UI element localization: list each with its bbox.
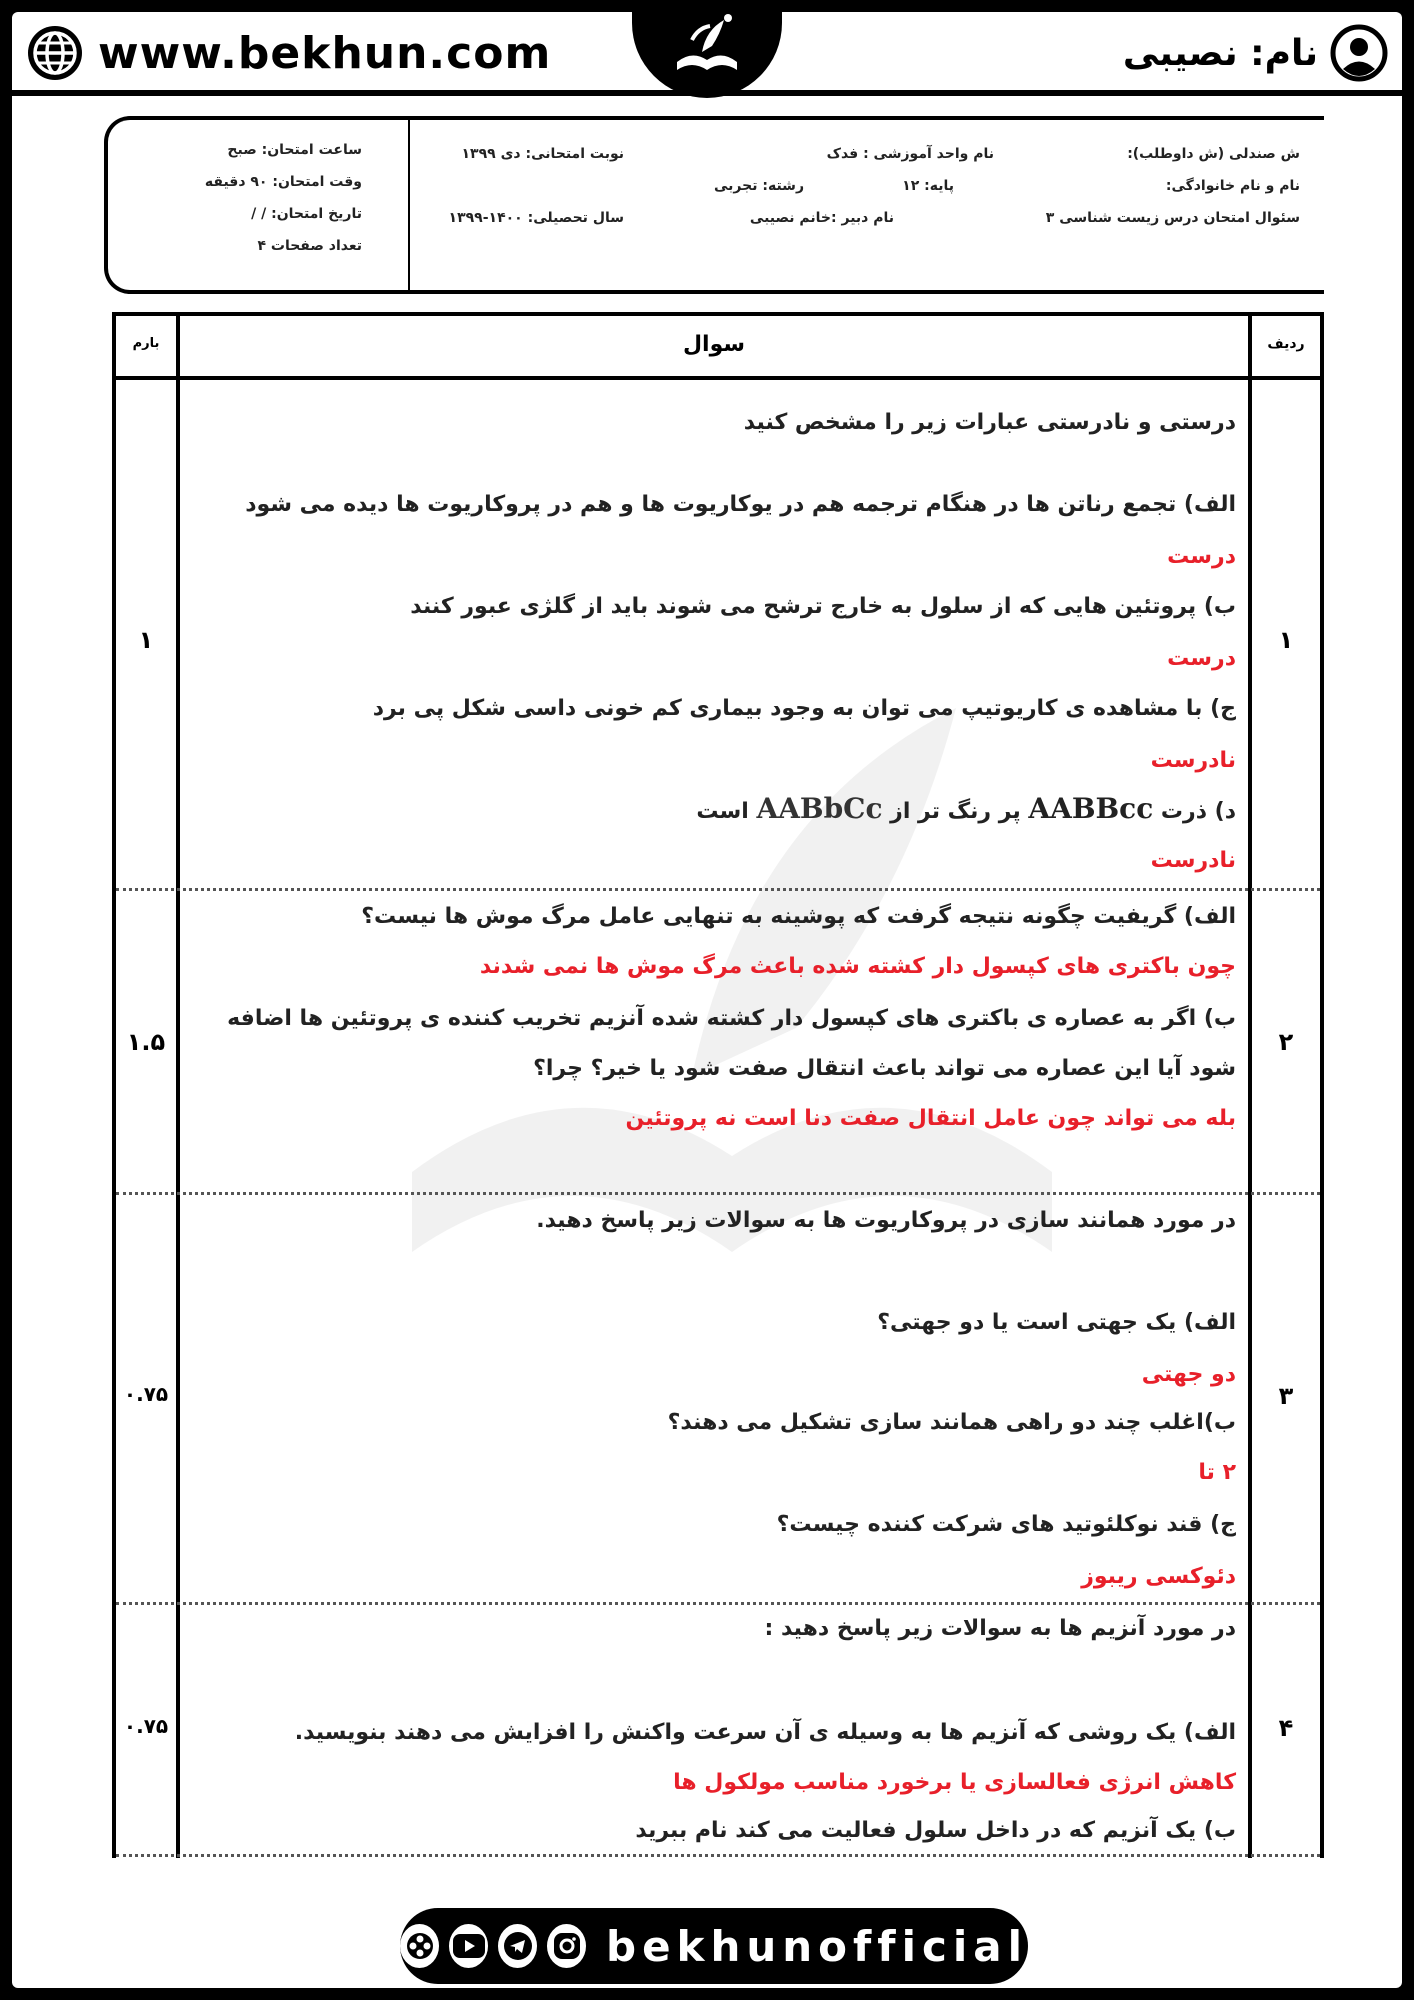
- aparat-icon[interactable]: [400, 1924, 439, 1968]
- seat-number: ش صندلی (ش داوطلب):: [1127, 146, 1300, 162]
- score: ۰.۷۵: [123, 1714, 169, 1738]
- question-part-d: [696, 792, 1236, 825]
- family-name: نام و نام خانوادگی:: [1165, 178, 1300, 194]
- col-row-header: ردیف: [1267, 336, 1305, 352]
- bekhun-logo-icon: [632, 0, 782, 98]
- score: ۱: [138, 626, 154, 654]
- col-score-header: بارم: [132, 336, 160, 351]
- row-number: ۴: [1278, 1714, 1294, 1742]
- answer-b: ۲ تا: [1198, 1460, 1236, 1485]
- question-part-b-line-2: شود آیا این عصاره می تواند باعث انتقال صفت شود یا خیر؟ چرا؟: [533, 1056, 1236, 1081]
- exam-time: ساعت امتحان: صبح: [227, 142, 362, 158]
- answer-d: نادرست: [1150, 848, 1236, 873]
- question-part-d-middle: پر رنگ تر از: [882, 799, 1029, 824]
- question-table: [112, 312, 1324, 1858]
- row-divider: [116, 888, 1320, 891]
- row-number: ۳: [1278, 1382, 1294, 1410]
- exam-page: [12, 12, 1402, 1988]
- score: ۰.۷۵: [123, 1382, 169, 1406]
- website-link[interactable]: [26, 24, 551, 82]
- question-part-d-suffix: است: [696, 799, 757, 824]
- row-divider: [116, 1192, 1320, 1195]
- top-bar: [12, 12, 1402, 90]
- question-part-c: ج) قند نوکلئوتید های شرکت کننده چیست؟: [776, 1512, 1236, 1537]
- answer-b: بله می تواند چون عامل انتقال صفت دنا است نه پروتئین: [625, 1106, 1236, 1131]
- social-footer[interactable]: [400, 1908, 1028, 1984]
- info-divider: [408, 120, 410, 290]
- answer-a: دو جهتی: [1141, 1362, 1236, 1387]
- row-number: ۲: [1278, 1028, 1294, 1056]
- genotype-2: AABbCc: [756, 792, 883, 825]
- question-part-b: ب) یک آنزیم که در داخل سلول فعالیت می کند نام ببرید: [635, 1818, 1236, 1843]
- teacher: نام دبیر :خانم نصیبی: [749, 210, 894, 226]
- answer-c: نادرست: [1150, 748, 1236, 773]
- score: ۱.۵: [126, 1028, 166, 1056]
- exam-date: تاریخ امتحان: / /: [251, 206, 362, 222]
- youtube-icon[interactable]: [449, 1924, 488, 1968]
- student-name: [1123, 24, 1388, 82]
- academic-year: سال تحصیلی: ۱۴۰۰-۱۳۹۹: [448, 210, 624, 226]
- question-intro: در مورد همانند سازی در پروکاریوت ها به سوالات زیر پاسخ دهید.: [536, 1208, 1236, 1233]
- social-handle[interactable]: bekhunofficial: [606, 1921, 1029, 1971]
- answer-a: کاهش انرژی فعالسازی یا برخورد مناسب مولکول ها: [673, 1770, 1236, 1795]
- question-part-a: الف) یک جهتی است یا دو جهتی؟: [877, 1310, 1236, 1335]
- answer-a: چون باکتری های کپسول دار کشته شده باعث مرگ موش ها نمی شدند: [479, 954, 1236, 979]
- col-question-header: سوال: [682, 332, 746, 357]
- question-part-d-prefix: د) ذرت: [1153, 799, 1236, 824]
- exam-duration: وقت امتحان: ۹۰ دقیقه: [204, 174, 362, 190]
- page-count: تعداد صفحات ۴: [257, 238, 362, 254]
- question-part-c: ج) با مشاهده ی کاریوتیپ می توان به وجود بیماری کم خونی داسی شکل پی برد: [372, 696, 1236, 721]
- field: رشته: تجربی: [714, 178, 804, 194]
- question-part-b: ب) پروتئین هایی که از سلول به خارج ترشح می شوند باید از گلژی عبور کنند: [410, 594, 1236, 619]
- question-part-a: الف) تجمع رناتن ها در هنگام ترجمه هم در یوکاریوت ها و هم در پروکاریوت ها دیده می شود: [245, 492, 1236, 517]
- question-part-a: الف) گریفیت چگونه نتیجه گرفت که پوشینه به تنهایی عامل مرگ موش ها نیست؟: [361, 904, 1236, 929]
- exam-info-box: [104, 116, 1324, 294]
- row-divider: [116, 1602, 1320, 1605]
- row-divider: [116, 1854, 1320, 1857]
- genotype-1: AABBcc: [1028, 792, 1154, 825]
- grade: پایه: ۱۲: [902, 178, 954, 194]
- col-divider: [1248, 316, 1252, 1858]
- header-divider: [12, 90, 1402, 96]
- answer-c: دئوکسی ریبوز: [1081, 1564, 1236, 1589]
- header-row-divider: [116, 376, 1320, 380]
- subject: سئوال امتحان درس زیست شناسی ۳: [1045, 210, 1300, 226]
- website-url[interactable]: www.bekhun.com: [98, 27, 552, 79]
- question-part-b: ب)اغلب چند دو راهی همانند سازی تشکیل می دهند؟: [667, 1410, 1236, 1435]
- instagram-icon[interactable]: [547, 1924, 586, 1968]
- question-intro: درستی و نادرستی عبارات زیر را مشخص کنید: [743, 410, 1236, 435]
- brand-logo: [632, 0, 782, 98]
- user-icon: [1330, 24, 1388, 82]
- row-number: ۱: [1278, 626, 1294, 654]
- question-part-b-line-1: ب) اگر به عصاره ی باکتری های کپسول دار کشته شده آنزیم تخریب کننده ی پروتئین ها اضافه: [227, 1006, 1236, 1031]
- telegram-icon[interactable]: [498, 1924, 537, 1968]
- name-label: نام: نصیبی: [1122, 32, 1318, 74]
- question-intro: در مورد آنزیم ها به سوالات زیر پاسخ دهید :: [764, 1616, 1236, 1641]
- answer-b: درست: [1167, 646, 1236, 671]
- exam-session: نوبت امتحانی: دی ۱۳۹۹: [461, 146, 624, 162]
- globe-icon: [26, 24, 84, 82]
- col-divider: [176, 316, 180, 1858]
- answer-a: درست: [1167, 544, 1236, 569]
- unit-name: نام واحد آموزشی : فدک: [826, 146, 994, 162]
- question-part-a: الف) یک روشی که آنزیم ها به وسیله ی آن سرعت واکنش را افزایش می دهند بنویسید.: [294, 1720, 1236, 1745]
